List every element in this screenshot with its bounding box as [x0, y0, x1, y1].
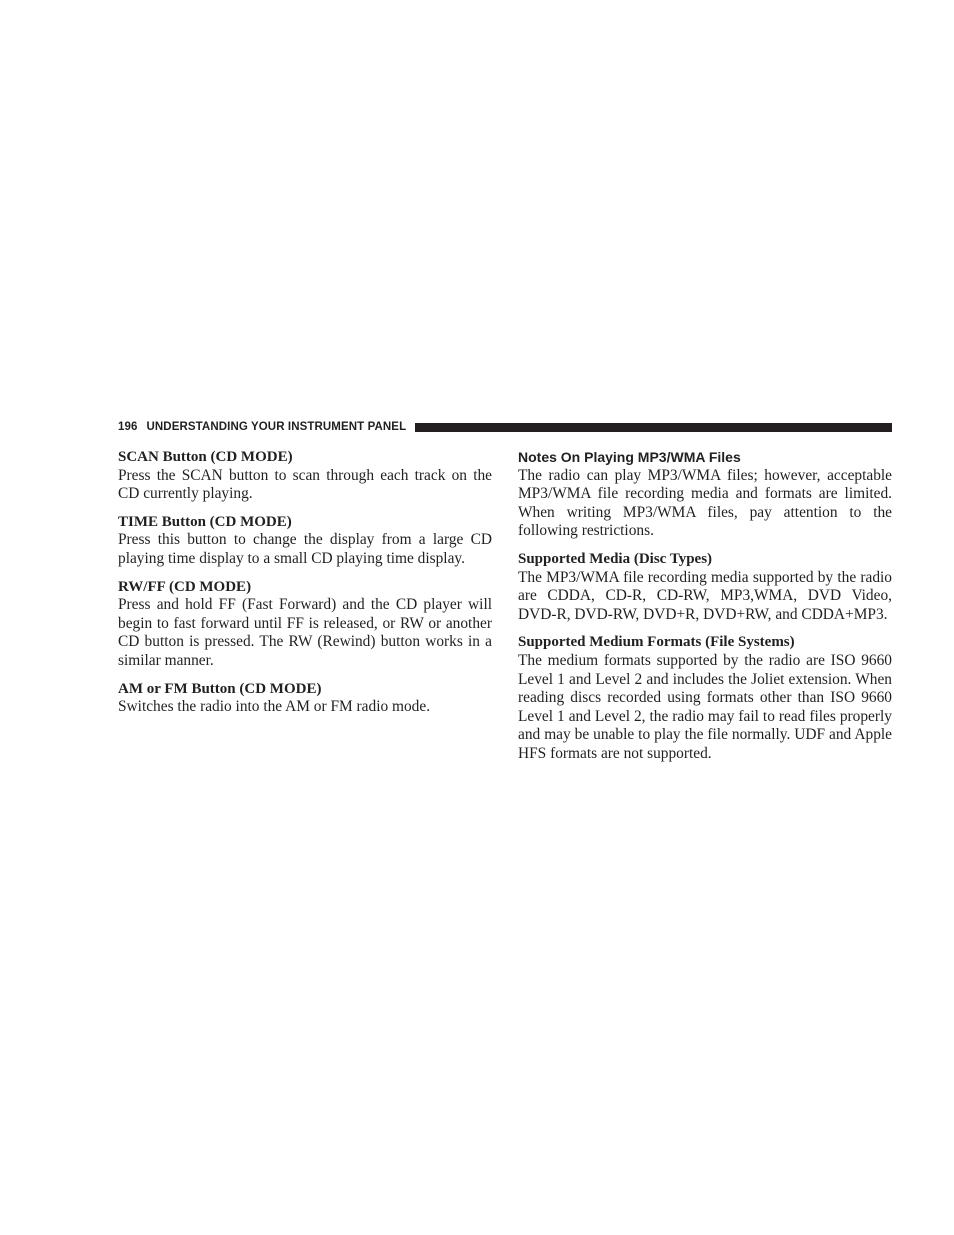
am-fm-button-section [118, 680, 492, 717]
section-heading: SCAN Button (CD MODE) [118, 449, 293, 465]
section-heading: RW/FF (CD MODE) [118, 578, 252, 595]
section-body: Press the SCAN button to scan through each track on the CD currently playing. [118, 466, 492, 503]
mp3-notes-intro [518, 448, 892, 541]
supported-media-section [518, 550, 892, 624]
page-header [118, 419, 892, 435]
rw-ff-section [118, 578, 492, 671]
section-heading: AM or FM Button (CD MODE) [118, 680, 322, 697]
section-body: Switches the radio into the AM or FM radio mode. [118, 698, 431, 716]
section-heading: Supported Media (Disc Types) [518, 550, 713, 567]
section-body: Press this button to change the display from a large CD playing time display to a small CD playing time display. [118, 531, 492, 567]
page-number: 196 [118, 421, 138, 433]
section-title: UNDERSTANDING YOUR INSTRUMENT PANEL [146, 421, 407, 433]
scan-button-section [118, 448, 492, 504]
supported-formats-section [518, 633, 892, 763]
section-heading: TIME Button (CD MODE) [118, 513, 292, 530]
section-heading: Supported Medium Formats (File Systems) [518, 634, 795, 651]
section-body: Press and hold FF (Fast Forward) and the CD player will begin to fast forward until FF is released, or RW or another CD button is pressed. The RW (Rewind) button works in a similar manner. [118, 596, 492, 669]
left-column [118, 448, 492, 726]
header-rule [415, 423, 892, 432]
time-button-section [118, 513, 492, 569]
section-body: The medium formats supported by the radio are ISO 9660 Level 1 and Level 2 and includes the Joliet extension. When reading discs recorded using formats other than ISO 9660 Level 1 and Level 2, the radio may fail to read files properly and may be unable to play the file normally. UDF and Apple HFS formats are not supported. [518, 651, 892, 762]
notes-intro-body: The radio can play MP3/WMA files; however, acceptable MP3/WMA file recording media and formats are limited. When writing MP3/WMA files, pay attention to the following restrictions. [518, 466, 892, 540]
right-column [518, 448, 892, 773]
section-body: The MP3/WMA file recording media supported by the radio are CDDA, CD-R, CD-RW, MP3,WMA, DVD Video, DVD-R, DVD-RW, DVD+R, DVD+RW, and CDDA+MP3. [518, 568, 892, 623]
notes-title: Notes On Playing MP3/WMA Files [518, 449, 741, 465]
